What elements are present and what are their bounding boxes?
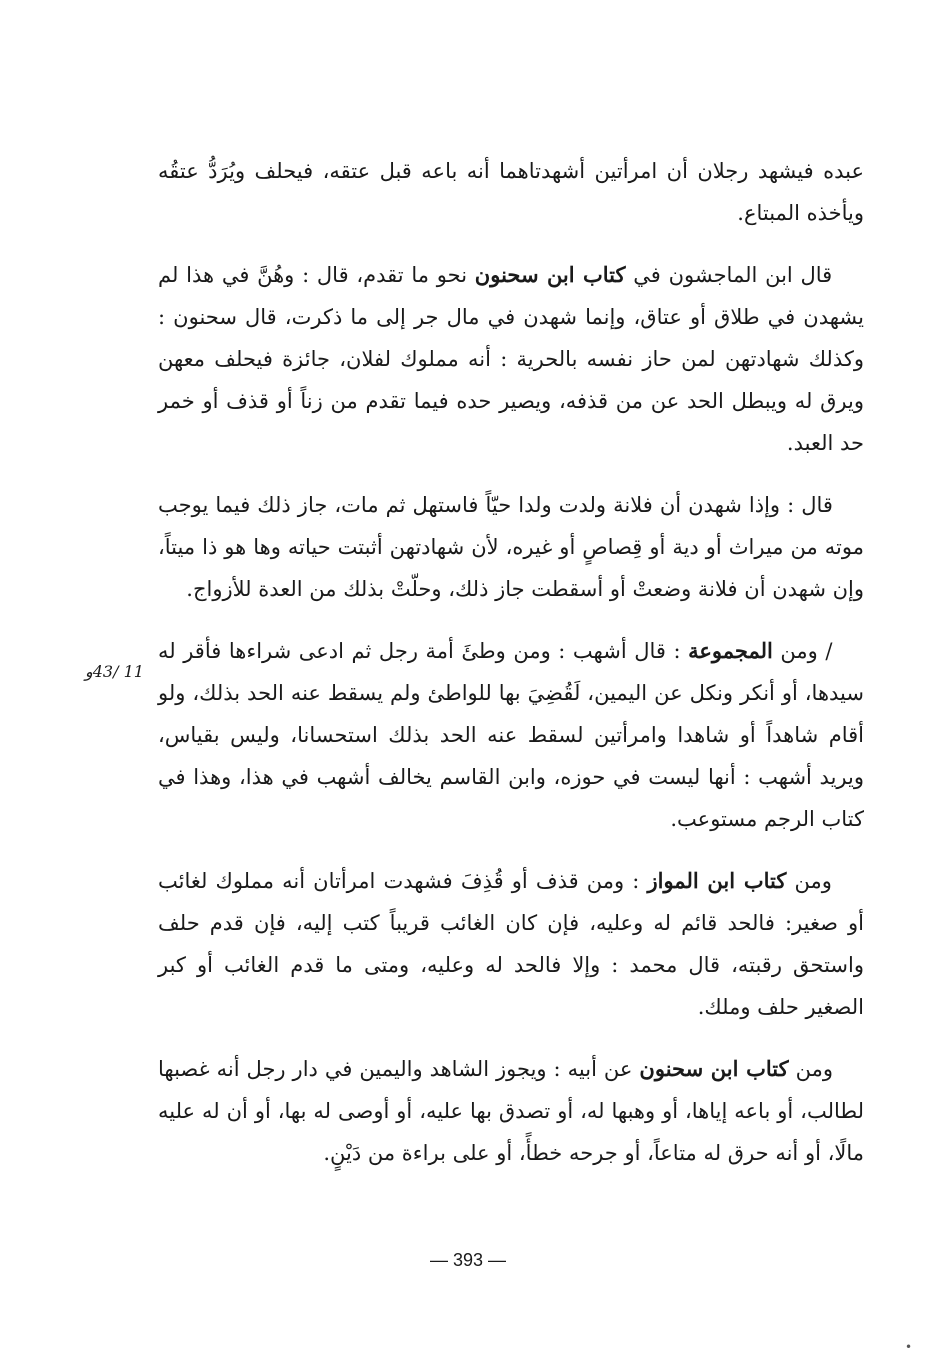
paragraph-4 (158, 860, 864, 1028)
paragraph-0 (158, 150, 864, 234)
margin-folio-reference: 11 /43و (85, 662, 144, 681)
paragraph-3-text-b: : قال أشهب : ومن وطئَ أمة رجل ثم ادعى شراءها فأقر له سيدها، أو أنكر ونكل عن اليمين، لَقُضِيَ بها للواطئ ولم يسقط عنه الحد بذلك، ولو أقام شاهداً أو شاهدا وامرأتين لسقط عنه الحد بذلك استحسانا، وليس بقياس، ويريد أشهب : أنها ليست في حوزه، وابن القاسم يخالف أشهب في هذا، وهذا في كتاب الرجم مستوعب. (158, 639, 864, 831)
paragraph-3-text-a: / ومن (772, 639, 833, 663)
paragraph-4-text-a: ومن (786, 869, 832, 893)
paragraph-2 (158, 484, 864, 610)
source-title-ibn-mawwaz: كتاب ابن المواز (647, 868, 787, 893)
paragraph-0-text: عبده فيشهد رجلان أن امرأتين أشهدتاهما أنه باعه قبل عتقه، فيحلف ويُرَدُّ عتقُه ويأخذه المبتاع. (158, 159, 864, 225)
source-title-ibn-sahnun: كتاب ابن سحنون (474, 262, 626, 287)
paragraph-2-text: قال : وإذا شهدن أن فلانة ولدت ولدا حيّاً فاستهل ثم مات، جاز ذلك فيما يوجب موته من ميراث أو دية أو قِصاصٍ أو غيره، لأن شهادتهن أثبتت حياته وها هو ذا ميتاً، وإن شهدن أن فلانة وضعتْ أو أسقطت جاز ذلك، وحلّتْ بذلك من العدة للأزواج. (158, 493, 864, 601)
scan-speck: • (905, 1340, 913, 1354)
paragraph-5 (158, 1048, 864, 1174)
paragraph-1 (158, 254, 864, 464)
body-text (158, 150, 864, 1194)
paragraph-3 (158, 630, 864, 840)
paragraph-4-text-b: : ومن قذف أو قُذِفَ فشهدت امرأتان أنه مملوك لغائب أو صغير: فالحد قائم له وعليه، فإن كان الغائب قريباً كتب إليه، فإن قدم حلف واستحق رقبته، قال محمد : وإلا فالحد له وعليه، ومتى ما قدم الغائب أو كبر الصغير حلف وملك. (158, 869, 864, 1019)
source-title-majmua: المجموعة (688, 638, 773, 663)
paragraph-5-text-b: عن أبيه : ويجوز الشاهد واليمين في دار رجل أنه غصبها لطالب، أو باعه إياها، أو وهبها له، أو تصدق بها عليه، أو أوصى له بها، أو أن له عليه مالًا، أو أنه حرق له متاعاً، أو جرحه خطأً، أو على براءة من دَيْنٍ. (158, 1057, 864, 1165)
source-title-ibn-sahnun-2: كتاب ابن سحنون (639, 1056, 789, 1081)
paragraph-1-text-b: نحو ما تقدم، قال : وهُنَّ في هذا لم يشهدن في طلاق أو عتاق، وإنما شهدن في مال جر إلى ما ذكرت، قال سحنون : وكذلك شهادتهن لمن حاز نفسه بالحرية : أنه مملوك لفلان، جائزة فيحلف معهن ويرق له ويبطل الحد عن من قذفه، ويصير حده فيما تقدم من زناً أو قذف أو خمر حد العبد. (158, 263, 864, 455)
paragraph-5-text-a: ومن (788, 1057, 833, 1081)
page-number: — 393 — (429, 1250, 507, 1270)
paragraph-1-text-a: قال ابن الماجشون في (625, 263, 833, 287)
